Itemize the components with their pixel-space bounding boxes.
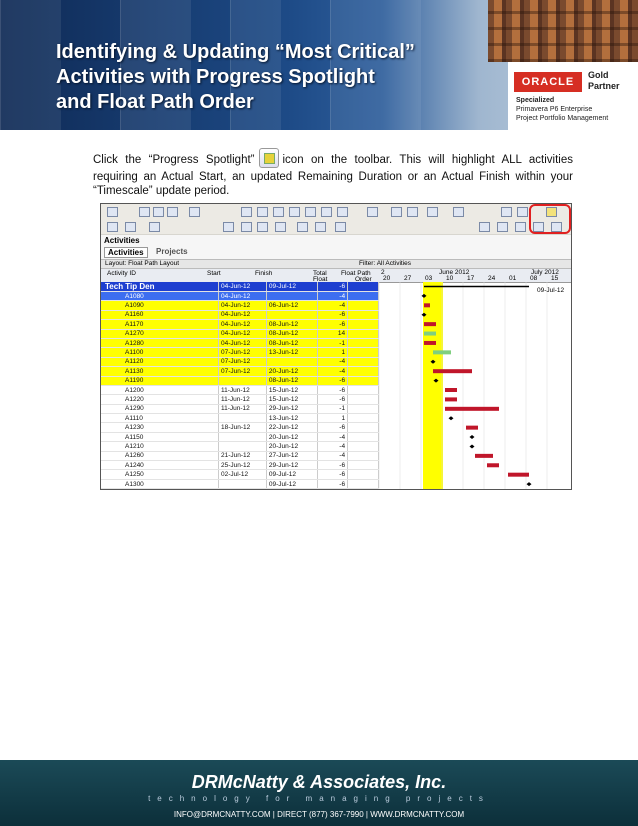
cell-float: -4 (339, 433, 346, 441)
cell-float: -4 (339, 367, 346, 375)
activity-table (101, 282, 379, 489)
table-row[interactable] (101, 376, 379, 385)
activity-bar (445, 407, 499, 411)
cell-start: 04-Jun-12 (221, 320, 251, 328)
cell-start: 21-Jun-12 (221, 452, 251, 460)
cell-float: -6 (339, 424, 346, 432)
table-row[interactable] (101, 292, 379, 301)
cell-id: A1220 (125, 395, 144, 403)
cell-start: 18-Jun-12 (221, 424, 251, 432)
milestone (470, 444, 475, 448)
cell-start: 04-Jun-12 (221, 292, 251, 300)
cell-finish: 27-Jun-12 (268, 452, 299, 460)
cell-start: 11-Jun-12 (221, 386, 250, 394)
cell-id: A1260 (125, 452, 144, 460)
activity-bar (445, 397, 457, 401)
cell-float: -1 (339, 339, 346, 347)
timescale-day: 15 (551, 275, 559, 282)
cell-finish: 08-Jun-12 (268, 320, 299, 328)
progress-spotlight-icon (259, 148, 279, 168)
timescale-day: 24 (488, 275, 496, 282)
oracle-partner-logo: ORACLE Gold Partner Specialized Primavera P6 Enterprise Project Portfolio Management (508, 62, 638, 130)
cell-start: 07-Jun-12 (221, 358, 251, 366)
activity-grid: Layout: Float Path Layout Filter: All Activities Activity ID Start Finish Total Float Float Path Order 2 June 2012 July 2012 20 27 03 10 17 24 01 08 15 Tech Tip Den 04-Jun-12 09-Jul-12 -6 A1080 04-Jun-12 -4 A1090 04-Jun-12 06-Jun-12 -4 A1160 04-Jun-12 -6 A1170 04-Jun-12 08-Jun-12 -6 A1270 04-Jun-12 08-Jun-12 14 A1280 04-Jun-12 08-Jun-12 -1 A1100 07-Jun-12 13-Jun-12 1 A1120 07-Jun-12 -4 A1130 07-Jun-12 20-Jun-12 -4 A1190 08-Jun-12 -6 A1200 11-Jun-12 15-Jun-12 -6 A1220 11-Jun-12 15-Jun-12 -6 A1290 11-Jun-12 29-Jun-12 -1 A1110 13-Jun-12 1 A1230 18-Jun-12 22-Jun-12 -6 A1150 20-Jun-12 -4 A1210 20-Jun-12 -4 A1260 21-Jun-12 27-Jun-12 -4 A1240 25-Jun-12 29-Jun-12 -6 A1250 02-Jul-12 09-Jul-12 -6 A1300 09-Jul-12 -6 09-Jul-12 (101, 260, 571, 489)
table-row[interactable] (101, 301, 379, 310)
footer (0, 760, 638, 826)
milestone (449, 416, 454, 420)
cell-float: -6 (339, 377, 346, 385)
filter-label[interactable]: Filter: All Activities (359, 260, 412, 267)
cell-float: -1 (339, 405, 346, 413)
cell-start: 25-Jun-12 (221, 461, 251, 469)
cell-id: A1190 (125, 377, 144, 385)
cell-id: A1100 (125, 349, 144, 357)
cell-finish: 22-Jun-12 (268, 424, 299, 432)
table-row[interactable] (101, 395, 379, 404)
cell-finish: 20-Jun-12 (268, 433, 299, 441)
table-row[interactable] (101, 423, 379, 432)
cell-id: A1300 (125, 480, 144, 488)
timescale: 2 June 2012 July 2012 20 27 03 10 17 24 01 08 15 (379, 269, 571, 283)
cell-float: 1 (341, 414, 346, 422)
cell-float: -6 (339, 386, 346, 394)
activity-bar (475, 454, 493, 458)
cell-finish: 13-Jun-12 (268, 349, 299, 357)
cell-start: 11-Jun-12 (221, 395, 250, 403)
timescale-day: 01 (509, 275, 517, 282)
toolbar-second (101, 219, 571, 235)
tab-projects[interactable]: Projects (156, 247, 188, 256)
table-row[interactable] (101, 385, 379, 394)
table-row[interactable] (101, 320, 379, 329)
cell-float: -6 (339, 471, 346, 479)
table-row[interactable] (101, 310, 379, 319)
activity-bar (433, 350, 451, 354)
cell-id: A1210 (125, 442, 144, 450)
cell-float: -6 (339, 283, 346, 290)
cell-id: A1110 (125, 414, 143, 422)
tab-activities[interactable]: Activities (104, 247, 148, 258)
table-row[interactable] (101, 432, 379, 441)
timescale-day: 10 (446, 275, 454, 282)
cell-float: -6 (339, 311, 346, 319)
activity-bar (424, 322, 436, 326)
cell-start: 07-Jun-12 (221, 349, 251, 357)
cell-finish: 09-Jul-12 (268, 480, 296, 488)
cell-float: -4 (339, 452, 346, 460)
cell-start: 04-Jun-12 (221, 302, 251, 310)
cell-finish: 20-Jun-12 (268, 367, 299, 375)
cell-id: A1230 (125, 424, 144, 432)
page-title: Identifying & Updating “Most Critical” Activities with Progress Spotlight and Float Path Order (56, 41, 415, 113)
timescale-day: 27 (404, 275, 412, 282)
cell-start: 07-Jun-12 (221, 367, 251, 375)
construction-photo (488, 0, 638, 62)
table-row[interactable] (101, 357, 379, 366)
layout-label[interactable]: Layout: Float Path Layout (105, 260, 180, 267)
cell-float: -4 (339, 302, 346, 310)
milestone (527, 482, 532, 486)
cell-start: 04-Jun-12 (221, 311, 251, 319)
table-row[interactable] (101, 348, 379, 357)
cell-id: A1090 (125, 302, 144, 310)
instruction-text: Click the “Progress Spotlight” icon on the toolbar. This will highlight ALL activities requiring an Actual Start, an updated Remaining Duration or an Actual Finish within your “Timescale” update period. (93, 150, 573, 198)
cell-id: A1080 (125, 292, 144, 300)
cell-id: A1290 (125, 405, 144, 413)
activity-bar (466, 426, 478, 430)
cell-finish: 15-Jun-12 (268, 386, 299, 394)
table-row[interactable] (101, 414, 379, 423)
activity-bar (433, 369, 472, 373)
cell-float: -6 (339, 480, 346, 488)
activity-bar (508, 473, 529, 477)
cell-float: -6 (339, 395, 346, 403)
table-row[interactable] (101, 470, 379, 479)
p6-screenshot (100, 203, 572, 490)
cell-finish: 29-Jun-12 (268, 405, 299, 413)
cell-finish: 15-Jun-12 (268, 395, 299, 403)
cell-id: A1130 (125, 367, 144, 375)
timescale-day: 08 (530, 275, 538, 282)
cell-id: A1200 (125, 386, 144, 394)
cell-start: 02-Jul-12 (221, 471, 249, 479)
header-banner (0, 0, 638, 130)
milestone-label: 09-Jul-12 (537, 287, 565, 294)
highlight-circle (529, 204, 571, 234)
cell-float: -4 (339, 358, 346, 366)
cell-finish: 09-Jul-12 (268, 471, 296, 479)
cell-id: A1120 (125, 358, 144, 366)
table-row[interactable] (101, 461, 379, 470)
cell-float: -4 (339, 442, 346, 450)
company-tagline: technology for managing projects (148, 794, 490, 803)
activity-bar (487, 463, 499, 467)
toolbar-top (101, 204, 571, 220)
cell-float: 14 (337, 330, 346, 338)
activity-bar (424, 332, 436, 336)
cell-finish: 09-Jul-12 (268, 283, 296, 290)
table-row[interactable] (101, 451, 379, 460)
table-row[interactable] (101, 282, 379, 292)
table-row[interactable] (101, 442, 379, 451)
cell-finish: 20-Jun-12 (268, 442, 299, 450)
cell-id: A1280 (125, 339, 144, 347)
table-row[interactable] (101, 329, 379, 338)
cell-float: -4 (339, 292, 346, 300)
timescale-day: 20 (383, 275, 391, 282)
activity-bar (424, 303, 430, 307)
timescale-day: 17 (467, 275, 475, 282)
cell-id: A1160 (125, 311, 144, 319)
cell-id: Tech Tip Den (105, 282, 155, 291)
activity-bar (424, 341, 436, 345)
contact-line: INFO@DRMCNATTY.COM | DIRECT (877) 367-7990 | WWW.DRMCNATTY.COM (173, 810, 465, 819)
cell-float: -6 (339, 320, 346, 328)
company-logo: DRMcNatty & Associates, Inc. (191, 772, 447, 792)
timescale-day: 03 (425, 275, 433, 282)
table-row[interactable] (101, 404, 379, 413)
gold-partner-label: Gold Partner (588, 70, 620, 91)
cell-start: 04-Jun-12 (221, 330, 251, 338)
cell-id: A1150 (125, 433, 144, 441)
oracle-logo: ORACLE (514, 72, 582, 92)
table-row[interactable] (101, 367, 379, 376)
cell-finish: 06-Jun-12 (268, 302, 299, 310)
table-row[interactable] (101, 479, 379, 488)
cell-finish: 08-Jun-12 (268, 330, 299, 338)
activity-bar (445, 388, 457, 392)
cell-float: 1 (341, 349, 346, 357)
cell-id: A1240 (125, 461, 144, 469)
timescale-spotlight-band (423, 282, 443, 489)
cell-finish: 13-Jun-12 (268, 414, 299, 422)
cell-start: 11-Jun-12 (221, 405, 250, 413)
milestone (470, 435, 475, 439)
cell-float: -6 (339, 461, 346, 469)
table-row[interactable] (101, 338, 379, 347)
cell-id: A1170 (125, 320, 144, 328)
cell-finish: 29-Jun-12 (268, 461, 299, 469)
cell-finish: 08-Jun-12 (268, 339, 299, 347)
cell-id: A1270 (125, 330, 144, 338)
cell-start: 04-Jun-12 (221, 339, 251, 347)
cell-start: 04-Jun-12 (221, 283, 251, 290)
gantt-chart (379, 282, 571, 489)
activities-tabs: Activities Activities Projects (101, 235, 571, 260)
cell-finish: 08-Jun-12 (268, 377, 299, 385)
cell-id: A1250 (125, 471, 144, 479)
